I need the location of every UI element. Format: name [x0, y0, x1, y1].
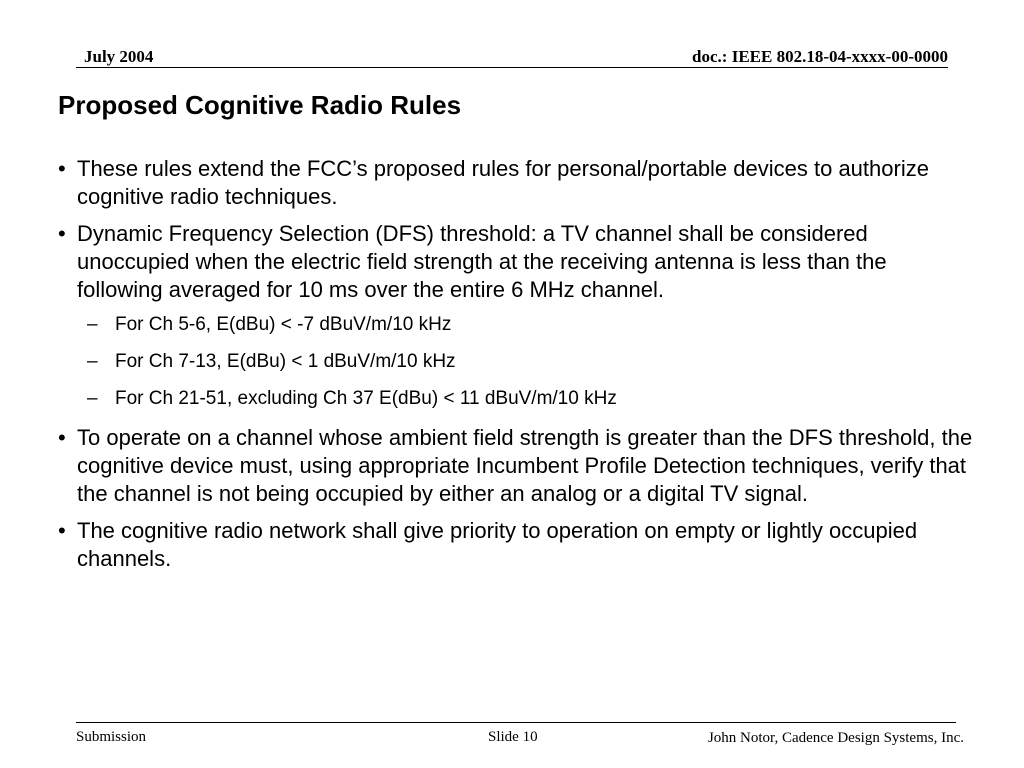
sub-bullet-text: For Ch 21-51, excluding Ch 37 E(dBu) < 11 dBuV/m/10 kHz	[115, 388, 617, 409]
sub-bullet-text: For Ch 7-13, E(dBu) < 1 dBuV/m/10 kHz	[115, 351, 456, 372]
bullet-item	[58, 220, 978, 304]
slide-body	[58, 155, 978, 582]
slide-title: Proposed Cognitive Radio Rules	[58, 90, 462, 120]
bullet-text: These rules extend the FCC’s proposed rules for personal/portable devices to authorize cognitive radio techniques.	[77, 156, 929, 209]
bullet-text: To operate on a channel whose ambient field strength is greater than the DFS threshold, the cognitive device must, using appropriate Incumbent Profile Detection techniques, verify that the channel is not being occupied by either an analog or a digital TV signal.	[77, 425, 973, 506]
footer-submission: Submission	[76, 729, 147, 745]
header-divider	[76, 67, 948, 68]
header-date: July 2004	[84, 47, 154, 66]
bullet-item	[58, 155, 978, 211]
bullet-marker: •	[58, 425, 66, 450]
sub-bullet-item	[87, 350, 978, 374]
dash-marker: –	[87, 388, 98, 409]
bullet-text: The cognitive radio network shall give priority to operation on empty or lightly occupied channels.	[77, 518, 918, 571]
dash-marker: –	[87, 351, 98, 372]
sub-bullet-item	[87, 313, 978, 337]
bullet-item	[58, 517, 978, 573]
dash-marker: –	[87, 314, 98, 335]
bullet-marker: •	[58, 221, 66, 246]
footer-author: John Notor, Cadence Design Systems, Inc.	[707, 730, 964, 746]
footer-slide-number: Slide 10	[488, 729, 538, 745]
bullet-marker: •	[58, 518, 66, 543]
bullet-marker: •	[58, 156, 66, 181]
sub-bullet-text: For Ch 5-6, E(dBu) < -7 dBuV/m/10 kHz	[115, 314, 452, 335]
footer-divider	[76, 722, 956, 723]
sub-bullet-list	[58, 313, 978, 411]
bullet-item	[58, 424, 978, 508]
header-doc-id: doc.: IEEE 802.18-04-xxxx-00-0000	[692, 47, 948, 66]
sub-bullet-item	[87, 387, 978, 411]
bullet-text: Dynamic Frequency Selection (DFS) threshold: a TV channel shall be considered unoccupied when the electric field strength at the receiving antenna is less than the following averaged for 10 ms over the entire 6 MHz channel.	[77, 221, 887, 302]
